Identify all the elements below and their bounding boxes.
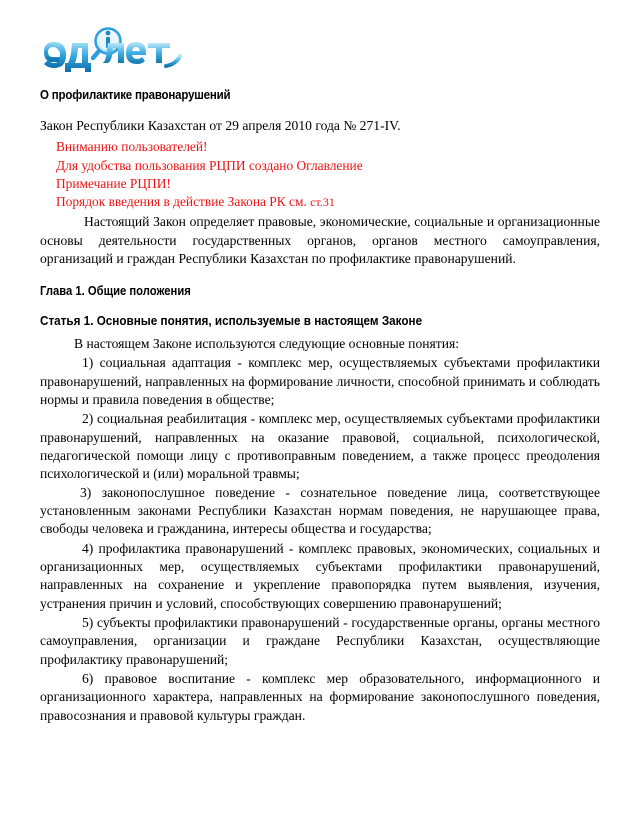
rcpi-notices [30,138,610,211]
preamble-paragraph: Настоящий Закон определяет правовые, экономические, социальные и организационные основы деятельности государственных органов, органов местного самоуправления, организаций и граждан Республики Казахстан по профилактике правонарушений. [40,214,600,266]
notice-table-of-contents[interactable]: Для удобства пользования РЦПИ создано Оглавление [56,157,363,173]
definition-item-3: 3) законопослушное поведение - сознательное поведение лица, соответствующее установленным законами Республики Казахстан нормам поведения, не нарушающее права, свободы человека и гражданина, интересы общества и государства; [40,484,600,537]
article-lead-paragraph: В настоящем Законе используются следующие основные понятия: [74,335,460,351]
definition-item-6: 6) правовое воспитание - комплекс мер образовательного, информационного и организационного характера, направленных на формирование законопослушного поведения, правосознания и правовой культуры граждан. [40,671,600,723]
page-title: О профилактике правонарушений [40,88,231,102]
notice-enactment-article-link[interactable]: ст.31 [310,195,335,210]
notice-user-attention: Вниманию пользователей! [56,139,208,155]
definition-item-1: 1) социальная адаптация - комплекс мер, осуществляемых субъектами профилактики правонарушений, направленных на формирование личности, способной принимать и соблюдать нормы и правила поведения в обществе; [40,355,600,407]
law-reference: Закон Республики Казахстан от 29 апреля 2010 года № 271-IV. [40,118,401,133]
notice-enactment-text: Порядок введения в действие Закона РК см. [56,194,307,210]
notice-rcpi-remark: Примечание РЦПИ! [56,175,171,191]
site-header [30,0,610,88]
document-body [30,213,610,725]
notice-enactment-order[interactable] [56,193,610,211]
definition-item-5: 5) субъекты профилактики правонарушений - государственные органы, органы местного самоуправления, организации и граждане Республики Казахстан, осуществляющие профилактику правонарушений; [40,615,600,667]
definition-item-2: 2) социальная реабилитация - комплекс мер, осуществляемых субъектами профилактики правонарушений, направленных на оказание правовой, социальной, психологической, педагогической помощи лицу с противоправным поведением, а также процесс преодоления психологической и (или) моральной травмы; [40,411,600,482]
definition-item-4: 4) профилактика правонарушений - комплекс правовых, экономических, социальных и организационных мер, осуществляемых субъектами профилактики правонарушений, направленных на сохранение и укрепление правопорядка путем выявления, изучения, устранения причин и условий, способствующих совершению правонарушений; [40,540,600,611]
chapter-heading: Глава 1. Общие положения [40,284,191,299]
adilet-logo[interactable] [38,26,188,82]
article-heading: Статья 1. Основные понятия, используемые в настоящем Законе [40,313,423,329]
